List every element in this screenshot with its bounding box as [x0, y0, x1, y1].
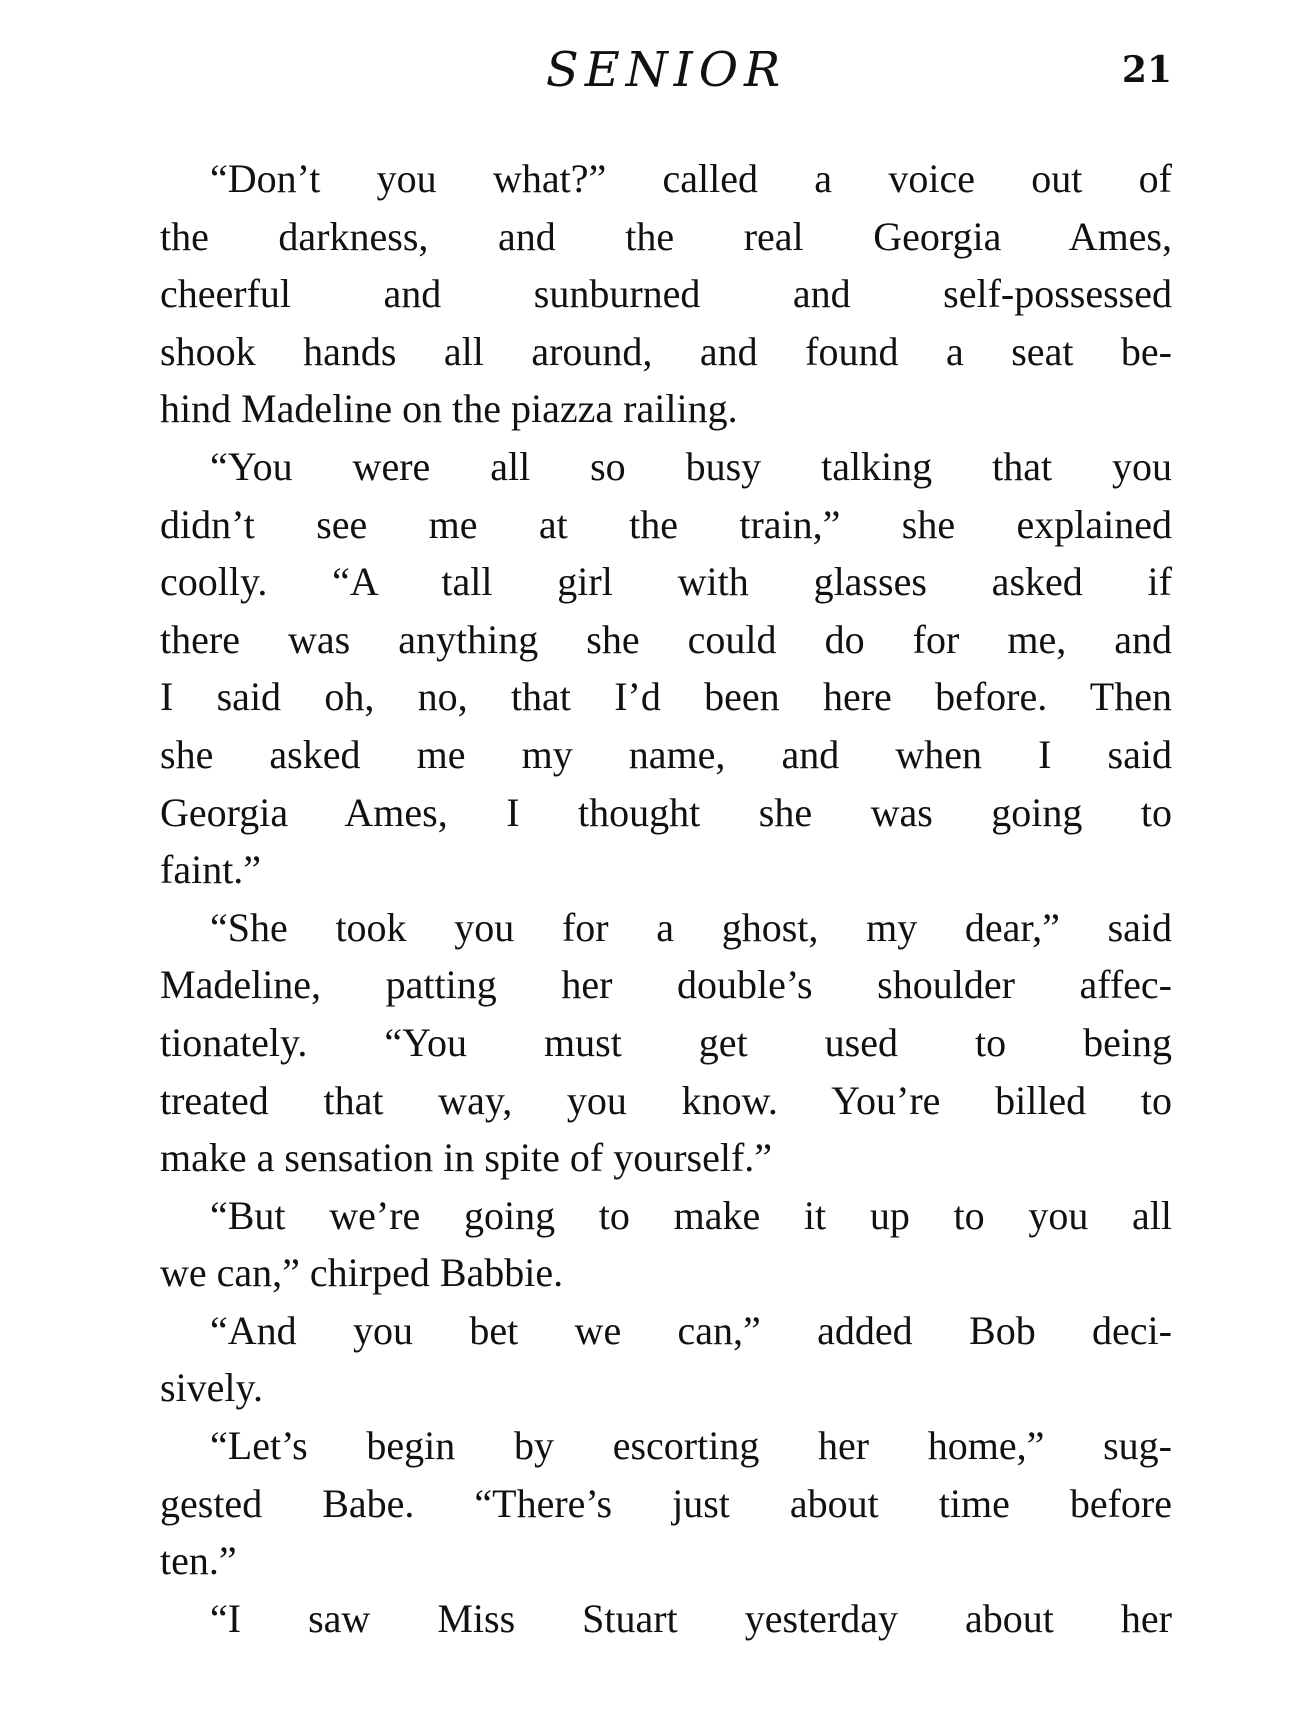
text-line: shook hands all around, and found a seat be- [160, 328, 1172, 374]
text-line: “Let’s begin by escorting her home,” sug- [210, 1423, 1172, 1469]
text-line: “She took you for a ghost, my dear,” said [210, 904, 1172, 950]
text-line: I said oh, no, that I’d been here before. Then [160, 674, 1172, 720]
text-line: tionately. “You must get used to being [160, 1019, 1172, 1065]
text-line: gested Babe. “There’s just about time before [160, 1480, 1172, 1526]
text-line: “And you bet we can,” added Bob deci- [210, 1307, 1172, 1353]
body-text [160, 150, 1172, 1647]
text-line: the darkness, and the real Georgia Ames, [160, 213, 1172, 259]
text-line: treated that way, you know. You’re billed to [160, 1077, 1172, 1123]
text-line: didn’t see me at the train,” she explained [160, 501, 1172, 547]
text-line: faint.” [160, 847, 262, 893]
text-line: we can,” chirped Babbie. [160, 1250, 564, 1296]
text-line: Madeline, patting her double’s shoulder affec- [160, 962, 1172, 1008]
text-line: “I saw Miss Stuart yesterday about her [210, 1595, 1172, 1641]
text-line: ten.” [160, 1538, 237, 1584]
text-line: coolly. “A tall girl with glasses asked if [160, 559, 1172, 605]
text-line: cheerful and sunburned and self-possessed [160, 271, 1172, 317]
running-head [160, 40, 1172, 100]
text-line: make a sensation in spite of yourself.” [160, 1135, 773, 1181]
page-number: 21 [1121, 49, 1172, 91]
text-line: Georgia Ames, I thought she was going to [160, 789, 1172, 835]
text-line: “You were all so busy talking that you [210, 443, 1172, 489]
text-line: sively. [160, 1365, 263, 1411]
text-line: she asked me my name, and when I said [160, 731, 1172, 777]
running-head-title: SENIOR [545, 42, 787, 98]
text-line: “Don’t you what?” called a voice out of [210, 156, 1172, 201]
text-line: hind Madeline on the piazza railing. [160, 386, 738, 432]
text-line: there was anything she could do for me, and [160, 616, 1172, 662]
text-line: “But we’re going to make it up to you all [210, 1192, 1172, 1238]
